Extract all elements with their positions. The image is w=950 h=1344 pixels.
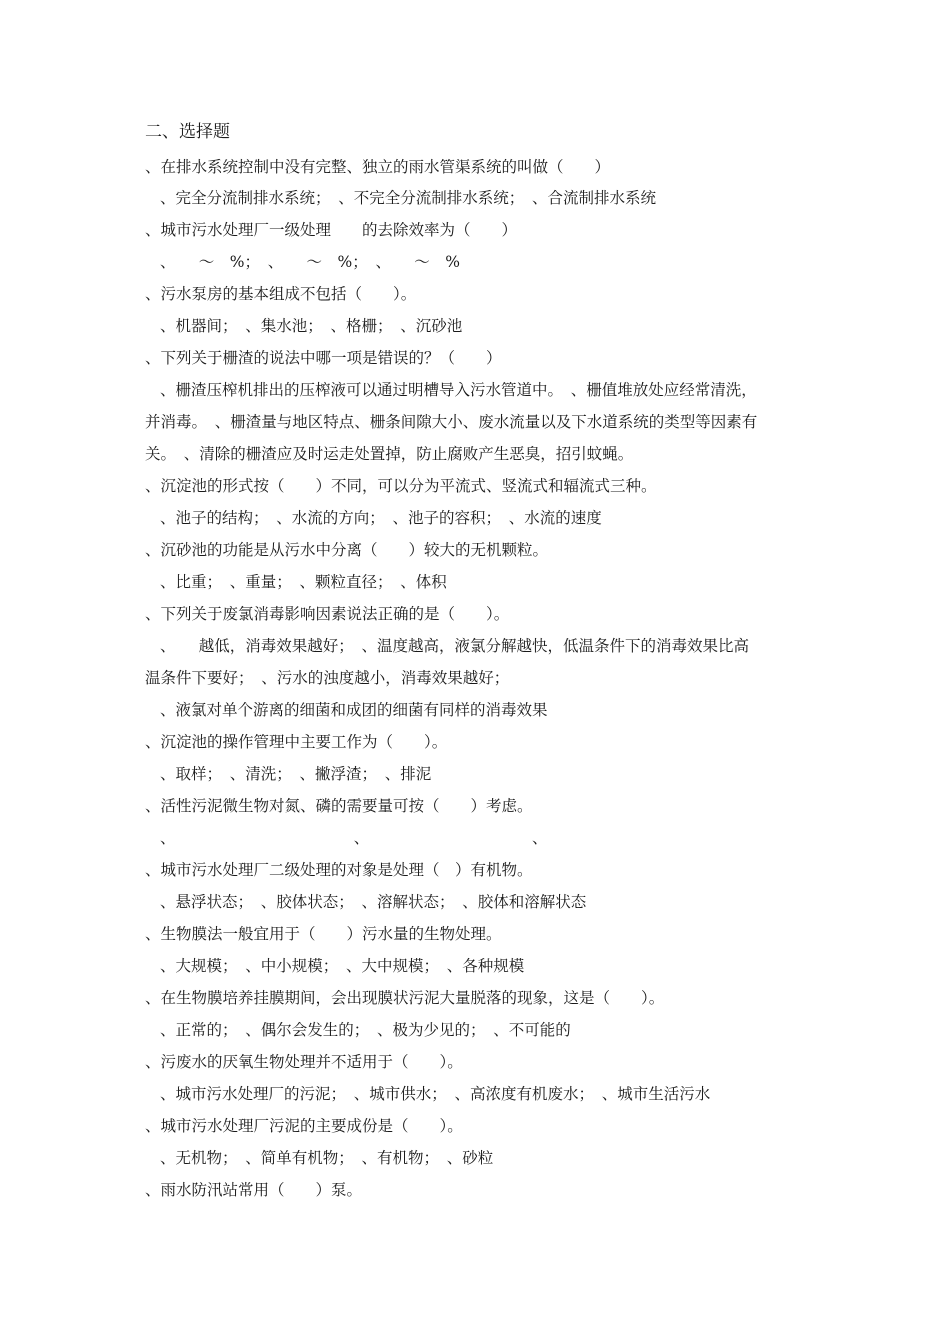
question-5: 、沉淀池的形式按（ ）不同，可以分为平流式、竖流式和辐流式三种。 [145,477,657,495]
question-4-options-line-3: 关。 、清除的栅渣应及时运走处置掉，防止腐败产生恶臭，招引蚊蝇。 [145,445,634,463]
question-9-options: 、 、 、 [160,829,548,847]
question-4-options-line-2: 并消毒。 、栅渣量与地区特点、栅条间隙大小、废水流量以及下水道系统的类型等因素有 [145,413,758,431]
question-14: 、城市污水处理厂污泥的主要成份是（ ）。 [145,1117,463,1135]
question-7-options-line-2: 温条件下要好； 、污水的浊度越小，消毒效果越好； [145,669,510,687]
question-2: 、城市污水处理厂一级处理 的去除效率为（ ） [145,221,518,239]
question-7-options-line-1: 、 越低，消毒效果越好； 、温度越高，液氯分解越快，低温条件下的消毒效果比高 [160,637,750,655]
question-6: 、沉砂池的功能是从污水中分离（ ）较大的无机颗粒。 [145,541,549,559]
question-2-options: 、 ～ %； 、 ～ %； 、 ～ % [160,253,460,271]
question-15: 、雨水防汛站常用（ ）泵。 [145,1181,363,1199]
section-title: 二、选择题 [145,122,230,142]
question-12-options: 、正常的； 、偶尔会发生的； 、极为少见的； 、不可能的 [160,1021,571,1039]
question-6-options: 、比重； 、重量； 、颗粒直径； 、体积 [160,573,447,591]
question-4: 、下列关于栅渣的说法中哪一项是错误的？（ ） [145,349,502,367]
question-9: 、活性污泥微生物对氮、磷的需要量可按（ ）考虑。 [145,797,533,815]
question-11: 、生物膜法一般宜用于（ ）污水量的生物处理。 [145,925,502,943]
question-5-options: 、池子的结构； 、水流的方向； 、池子的容积； 、水流的速度 [160,509,602,527]
question-1-options: 、完全分流制排水系统； 、不完全分流制排水系统； 、合流制排水系统 [160,189,657,207]
question-14-options: 、无机物； 、简单有机物； 、有机物； 、砂粒 [160,1149,494,1167]
question-7-options-line-3: 、液氯对单个游离的细菌和成团的细菌有同样的消毒效果 [160,701,548,719]
question-8-options: 、取样； 、清洗； 、撇浮渣； 、排泥 [160,765,432,783]
question-13: 、污废水的厌氧生物处理并不适用于（ ）。 [145,1053,463,1071]
question-10-options: 、悬浮状态； 、胶体状态； 、溶解状态； 、胶体和溶解状态 [160,893,587,911]
question-11-options: 、大规模； 、中小规模； 、大中规模； 、各种规模 [160,957,525,975]
question-13-options: 、城市污水处理厂的污泥； 、城市供水； 、高浓度有机废水； 、城市生活污水 [160,1085,711,1103]
question-3: 、污水泵房的基本组成不包括（ ）。 [145,285,417,303]
question-1: 、在排水系统控制中没有完整、独立的雨水管渠系统的叫做（ ） [145,158,611,176]
question-12: 、在生物膜培养挂膜期间，会出现膜状污泥大量脱落的现象，这是（ ）。 [145,989,665,1007]
question-10: 、城市污水处理厂二级处理的对象是处理（ ）有机物。 [145,861,533,879]
question-8: 、沉淀池的操作管理中主要工作为（ ）。 [145,733,448,751]
question-3-options: 、机器间； 、集水池； 、格栅； 、沉砂池 [160,317,463,335]
question-7: 、下列关于废氯消毒影响因素说法正确的是（ ）。 [145,605,510,623]
question-4-options-line-1: 、栅渣压榨机排出的压榨液可以通过明槽导入污水管道中。 、栅值堆放处应经常清洗， [160,381,757,399]
